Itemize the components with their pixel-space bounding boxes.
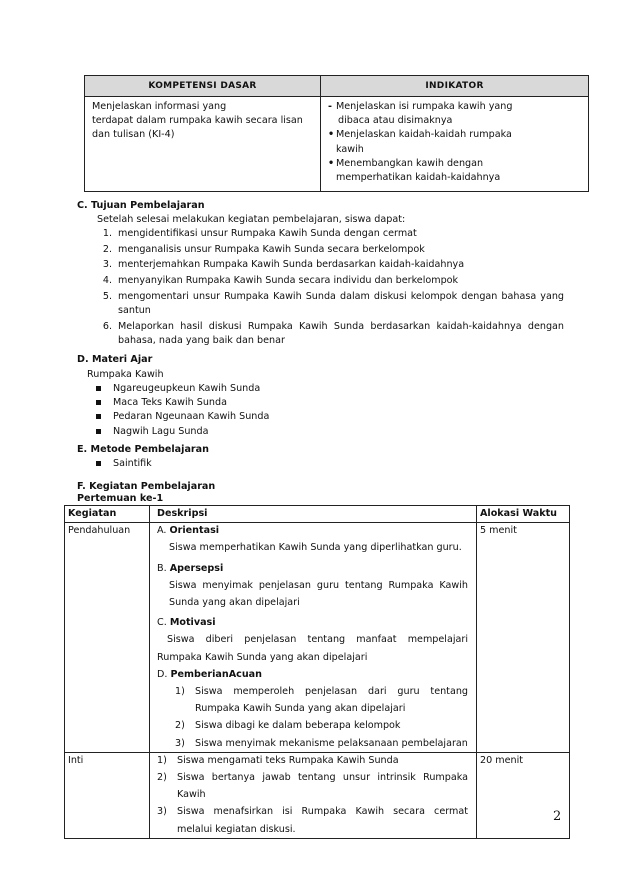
list-item: 3) Siswa menyimak mekanisme pelaksanaan pembelajaran [175,737,468,749]
list-item: 6. Melaporkan hasil diskusi Rumpaka Kawih Sunda berdasarkan kaidah-kaidahnya dengan bahasa, nada yang baik dan benar [102,320,564,346]
list-item: Saintifik [92,457,152,471]
kegiatan-header: Kegiatan [65,506,150,523]
list-item: 2. menganalisis unsur Rumpaka Kawih Sunda secara berkelompok [102,243,425,255]
alokasi-header: Alokasi Waktu [477,506,570,523]
list-item: Pedaran Ngeunaan Kawih Sunda [92,410,269,424]
bullet-icon [96,429,101,434]
list-item: Nagwih Lagu Sunda [92,425,269,439]
metode-list [92,457,152,471]
indikator-header: INDIKATOR [321,76,589,97]
indikator-item: - Menjelaskan isi rumpaka kawih yang dibaca atau disimaknya [328,101,513,127]
list-item: Ngareugeupkeun Kawih Sunda [92,382,269,396]
page-number: 2 [553,809,562,824]
bullet-icon [96,414,101,419]
pendahuluan-deskripsi: A. Orientasi Siswa memperhatikan Kawih Sunda yang diperlihatkan guru. B. Apersepsi Siswa menyimak penjelasan guru tentang Rumpaka Kawih Sunda yang akan dipelajari C. Motivasi Siswa diberi penjelasan tentang manfaat mempelajari Rumpaka Kawih Sunda yang akan dipelajari D. PemberianAcuan 1) Siswa memperoleh penjelasan dari guru tentang Rumpaka Kawih Sunda yang akan dipelajari 2) Siswa dibagi ke dalam beberapa kelompok 3) Siswa menyimak mekanisme pelaksanaan pembelajaran [150,523,477,753]
list-item: 3) Siswa menafsirkan isi Rumpaka Kawih secara cermat [157,806,468,818]
indikator-item: • Menjelaskan kaidah-kaidah rumpaka kawih [328,129,512,155]
list-item: 2) Siswa dibagi ke dalam beberapa kelompok [175,720,401,732]
tujuan-list [96,227,564,348]
list-item: 2) Siswa bertanya jawab tentang unsur intrinsik Rumpaka [157,772,468,784]
list-item: 3. menterjemahkan Rumpaka Kawih Sunda berdasarkan kaidah-kaidahnya [102,259,465,271]
kd-cell: Menjelaskan informasi yang terdapat dalam rumpaka kawih secara lisan dan tulisan (KI-4) [85,97,321,192]
materi-list [92,382,269,439]
pertemuan-label: Pertemuan ke-1 [77,493,164,504]
bullet-icon [96,461,101,466]
inti-deskripsi [150,752,477,838]
section-f-heading: F. Kegiatan Pembelajaran [77,481,216,492]
bullet-icon [96,386,101,391]
list-item: 5. mengomentari unsur Rumpaka Kawih Sunda dalam diskusi kelompok dengan bahasa yang santun [102,290,564,317]
inti-list: 1) Siswa mengamati teks Rumpaka Kawih Sunda 2) Siswa bertanya jawab tentang unsur intrinsik Rumpaka Kawih 3) Siswa menafsirkan isi Rumpaka Kawih secara cermat melalui kegiatan diskusi. [157,754,468,835]
list-item: 1) Siswa mengamati teks Rumpaka Kawih Sunda [157,754,399,766]
materi-title: Rumpaka Kawih [87,369,164,380]
list-item: 1. mengidentifikasi unsur Rumpaka Kawih Sunda dengan cermat [102,228,417,239]
acuan-list: 1) Siswa memperoleh penjelasan dari guru tentang Rumpaka Kawih Sunda yang akan dipelajari 2) Siswa dibagi ke dalam beberapa kelompok 3) Siswa menyimak mekanisme pelaksanaan pembelajaran [157,685,468,751]
table-row: Pendahuluan A. Orientasi Siswa memperhatikan Kawih Sunda yang diperlihatkan guru. B. Apersepsi Siswa menyimak penjelasan guru tentang Rumpaka Kawih Sunda yang akan dipelajari C. Motivasi Siswa diberi penjelasan tentang manfaat mempelajari Rumpaka Kawih Sunda yang akan dipelajari D. PemberianAcuan 1) Siswa memperoleh penjelasan dari guru tentang Rumpaka Kawih Sunda yang akan dipelajari 2) Siswa dibagi ke dalam beberapa kelompok 3) Siswa menyimak mekanisme pelaksanaan pembelajaran 5 menit [65,523,570,753]
kd-header: KOMPETENSI DASAR [85,76,321,97]
bullet-icon [96,400,101,405]
list-item: 4. menyanyikan Rumpaka Kawih Sunda secara individu dan berkelompok [102,275,459,287]
table-row: Inti 1) Siswa mengamati teks Rumpaka Kawih Sunda 2) Siswa bertanya jawab tentang unsur intrinsik Rumpaka Kawih 3) Siswa menafsirkan isi Rumpaka Kawih secara cermat melalui kegiatan diskusi. 20 menit [65,752,570,838]
section-c-intro: Setelah selesai melakukan kegiatan pembelajaran, siswa dapat: [97,214,406,225]
section-e-heading: E. Metode Pembelajaran [77,444,209,455]
kegiatan-table [64,505,570,839]
indikator-cell [321,97,589,192]
section-d-heading: D. Materi Ajar [77,354,153,365]
list-item: 1) Siswa memperoleh penjelasan dari guru tentang [175,686,468,698]
kd-indikator-table [84,75,589,192]
list-item: Maca Teks Kawih Sunda [92,396,269,410]
indikator-item: • Menembangkan kawih dengan memperhatikan kaidah-kaidahnya [328,157,501,184]
section-c-heading: C. Tujuan Pembelajaran [77,200,205,211]
deskripsi-header: Deskripsi [150,506,477,523]
